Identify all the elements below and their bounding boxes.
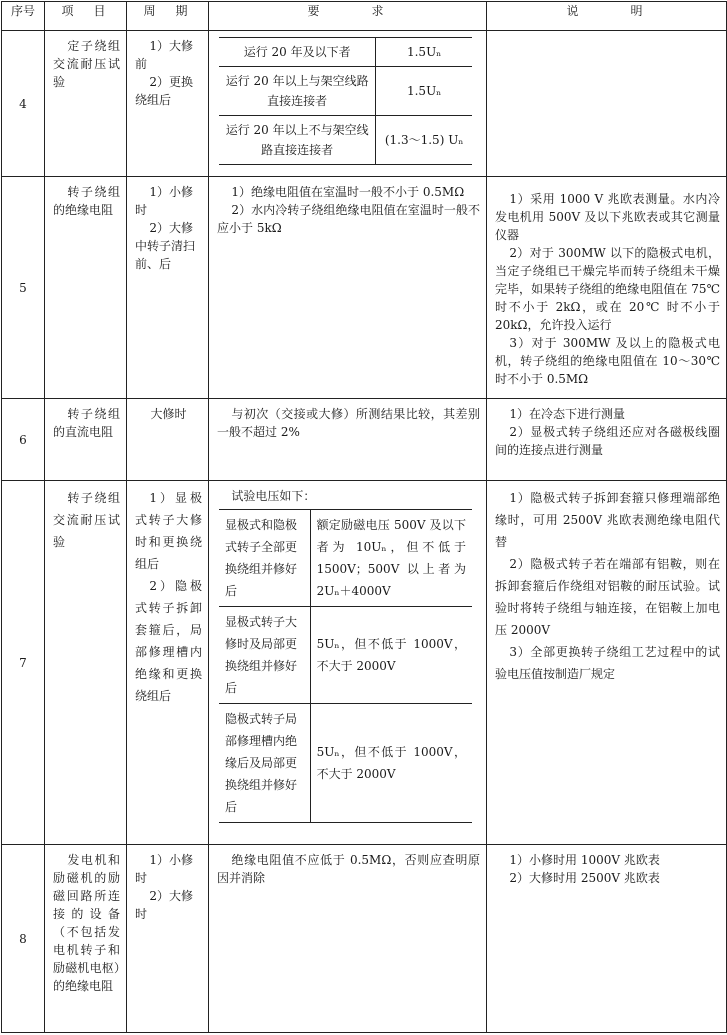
period-line: 2）大修时: [135, 889, 194, 921]
period-line: 1）小修时: [135, 185, 194, 217]
requirement-line: 2）水内冷转子绕组绝缘电阻值在室温时一般不应小于 5kΩ: [217, 203, 480, 235]
subtable-condition: 显极式转子大修时及局部更换绕组并修好后: [219, 607, 310, 704]
subtable-value: 额定励磁电压 500V 及以下者为 10Uₙ，但不低于 1500V；500V 以上者为 2Uₙ＋4000V: [310, 510, 472, 607]
note-line: 2）大修时用 2500V 兆欧表: [509, 871, 660, 885]
period-line: 1）显极式转子大修时和更换绕组后: [135, 491, 202, 571]
table-row: [2, 177, 727, 399]
period-line: 2）大修中转子清扫前、后: [135, 221, 196, 271]
note-line: 1）采用 1000 V 兆欧表测量。水内冷发电机用 500V 及以下兆欧表或其它测量仪器: [495, 191, 720, 242]
period-line: 2）更换绕组后: [135, 75, 194, 107]
row-no: 4: [2, 31, 45, 177]
requirement-line: 1）绝缘电阻值在室温时一般不小于 0.5MΩ: [231, 185, 465, 199]
requirement-line: 与初次（交接或大修）所测结果比较，其差别一般不超过 2%: [217, 407, 480, 439]
row-note: [487, 31, 727, 177]
subtable-row: [219, 38, 472, 67]
subtable-row: [219, 67, 472, 116]
subtable-condition: 显极式和隐极式转子全部更换绕组并修好后: [219, 510, 310, 607]
table-row: [2, 399, 727, 481]
requirement-intro: 试验电压如下：: [231, 489, 316, 503]
note-line: 2）隐极式转子若在端部有铝鞍，则在拆卸套箍后作绕组对铝鞍的耐压试验。试验时将转子绕组与轴连接，在铝鞍上加电压 2000V: [495, 557, 720, 637]
row-item: 定子绕组交流耐压试验: [53, 39, 120, 89]
voltage-subtable: [219, 37, 472, 165]
test-items-table: [1, 1, 727, 1033]
header-item: 项 目: [45, 2, 127, 31]
row-item: 转子绕组的绝缘电阻: [53, 185, 120, 217]
subtable-value: 1.5Uₙ: [376, 38, 472, 67]
table-row: [2, 481, 727, 845]
note-line: 1）小修时用 1000V 兆欧表: [509, 853, 660, 867]
period-line: 大修时: [150, 407, 187, 421]
row-no: 8: [2, 845, 45, 1033]
subtable-value: (1.3～1.5) Uₙ: [376, 116, 472, 165]
header-note: 说 明: [487, 2, 727, 31]
period-line: 1）大修前: [135, 39, 194, 71]
row-item: 转子绕组的直流电阻: [53, 407, 120, 439]
table-row: [2, 845, 727, 1033]
note-line: 1）隐极式转子拆卸套箍只修理端部绝缘时，可用 2500V 兆欧表测绝缘电阻代替: [495, 491, 720, 549]
header-period: 周 期: [127, 2, 209, 31]
period-line: 1）小修时: [135, 853, 194, 885]
subtable-value: 5Uₙ，但不低于 1000V，不大于 2000V: [310, 704, 472, 823]
table-row: [2, 31, 727, 177]
requirement-line: 绝缘电阻值不应低于 0.5MΩ，否则应查明原因并消除: [217, 853, 480, 885]
note-line: 3）对于 300MW 及以上的隐极式电机，转子绕组的绝缘电阻值在 10～30℃ 时不小于 0.5MΩ: [495, 335, 720, 386]
row-item: 发电机和励磁机的励磁回路所连接的设备（不包括发电机转子和励磁机电枢）的绝缘电阻: [53, 853, 120, 993]
subtable-row: [219, 510, 472, 607]
subtable-condition: 运行 20 年以上与架空线路直接连接者: [219, 67, 376, 116]
subtable-value: 1.5Uₙ: [376, 67, 472, 116]
note-line: 1）在冷态下进行测量: [509, 407, 626, 421]
header-requirement: 要 求: [209, 2, 487, 31]
subtable-row: [219, 116, 472, 165]
row-no: 6: [2, 399, 45, 481]
subtable-row: [219, 704, 472, 823]
note-line: 2）对于 300MW 以下的隐极式电机，当定子绕组已干燥完毕而转子绕组未干燥完毕，如果转子绕组的绝缘电阻值在 75℃ 时不小于 2kΩ，或在 20℃ 时不小于 20kΩ，允许投入运行: [495, 245, 720, 332]
table-header-row: [2, 2, 727, 31]
row-item: 转子绕组交流耐压试验: [53, 491, 120, 549]
subtable-condition: 隐极式转子局部修理槽内绝缘后及局部更换绕组并修好后: [219, 704, 310, 823]
row-no: 5: [2, 177, 45, 399]
note-line: 3）全部更换转子绕组工艺过程中的试验电压值按制造厂规定: [495, 645, 720, 681]
subtable-condition: 运行 20 年以上不与架空线路直接连接者: [219, 116, 376, 165]
row-no: 7: [2, 481, 45, 845]
header-no: 序号: [2, 2, 45, 31]
note-line: 2）显极式转子绕组还应对各磁极线圈间的连接点进行测量: [495, 425, 720, 457]
period-line: 2）隐极式转子拆卸套箍后，局部修理槽内绝缘和更换绕组后: [135, 579, 202, 703]
subtable-condition: 运行 20 年及以下者: [219, 38, 376, 67]
subtable-row: [219, 607, 472, 704]
subtable-value: 5Uₙ，但不低于 1000V，不大于 2000V: [310, 607, 472, 704]
voltage-subtable: [219, 509, 472, 823]
